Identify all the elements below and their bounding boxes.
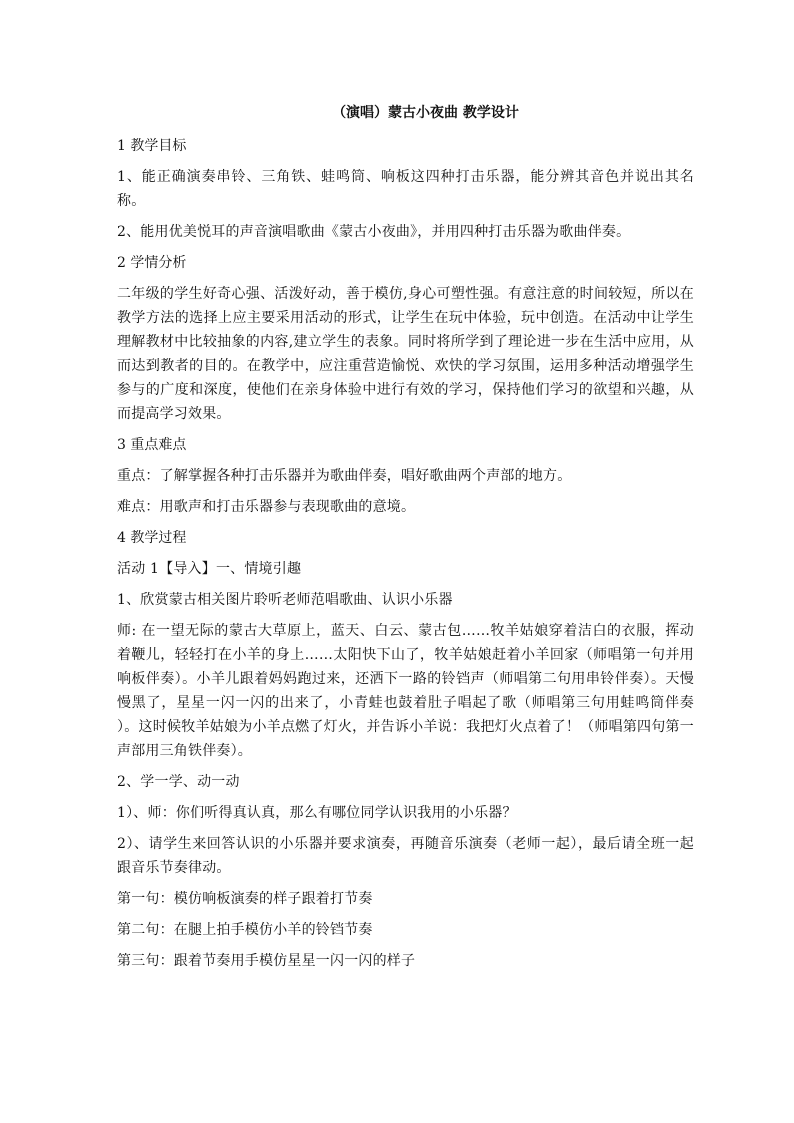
phrase-1-instruction: 第一句：模仿响板演奏的样子跟着打节奏 <box>117 891 373 907</box>
teacher-narration-paragraph: 师: 在一望无际的蒙古大草原上，蓝天、白云、蒙古包……牧羊姑娘穿着洁白的衣服，挥动着鞭儿，轻轻打在小羊的身上……太阳快下山了，牧羊姑娘赶着小羊回家（师唱第一句并用响板伴奏）。小羊儿跟着妈妈跑过来，还洒下一路的铃铛声（师唱第二句用串铃伴奏）。天慢慢黑了，星星一闪一闪的出来了，小青蛙也鼓着肚子唱起了歌（师唱第三句用蛙鸣筒伴奏 ）。这时候牧羊姑娘为小羊点燃了灯火，并告诉小羊说：我把灯火点着了！（师唱第四句第一声部用三角铁伴奏）。 <box>117 623 694 759</box>
activity-heading: 活动 1【导入】一、情境引趣 <box>117 561 302 577</box>
sub-step-1: 1）、师：你们听得真认真，那么有哪位同学认识我用的小乐器？ <box>117 805 517 821</box>
step-2-heading: 2、学一学、动一动 <box>117 774 240 790</box>
difficulty-paragraph: 难点：用歌声和打击乐器参与表现歌曲的意境。 <box>117 499 416 515</box>
section-heading-analysis: 2 学情分析 <box>117 255 187 271</box>
sub-step-2: 2）、请学生来回答认识的小乐器并要求演奏，再随音乐演奏（老师一起），最后请全班一起跟音乐节奏律动。 <box>117 836 694 876</box>
key-point-paragraph: 重点：了解掌握各种打击乐器并为歌曲伴奏，唱好歌曲两个声部的地方。 <box>117 468 572 484</box>
document-title: （演唱）蒙古小夜曲 教学设计 <box>332 105 519 121</box>
objective-item-2: 2、能用优美悦耳的声音演唱歌曲《蒙古小夜曲》，并用四种打击乐器为歌曲伴奏。 <box>117 224 631 240</box>
analysis-paragraph: 二年级的学生好奇心强、活泼好动，善于模仿,身心可塑性强。有意注意的时间较短，所以在教学方法的选择上应主要采用活动的形式，让学生在玩中体验，玩中创造。在活动中让学生理解教材中比较抽象的内容,建立学生的表象。同时将所学到了理论进一步在生活中应用，从而达到教者的目的。在教学中，应注重营造愉悦、欢快的学习氛围，运用多种活动增强学生参与的广度和深度，使他们在亲身体验中进行有效的学习，保持他们学习的欲望和兴趣，从而提高学习效果。 <box>117 286 694 422</box>
step-1-heading: 1、欣赏蒙古相关图片聆听老师范唱歌曲、认识小乐器 <box>117 592 453 608</box>
objective-item-1: 1、能正确演奏串铃、三角铁、蛙鸣筒、响板这四种打击乐器，能分辨其音色并说出其名称。 <box>117 169 694 209</box>
phrase-3-instruction: 第三句：跟着节奏用手模仿星星一闪一闪的样子 <box>117 953 416 969</box>
section-heading-key-points: 3 重点难点 <box>117 437 187 453</box>
phrase-2-instruction: 第二句：在腿上拍手模仿小羊的铃铛节奏 <box>117 922 373 938</box>
section-heading-process: 4 教学过程 <box>117 530 187 546</box>
section-heading-objectives: 1 教学目标 <box>117 138 187 154</box>
